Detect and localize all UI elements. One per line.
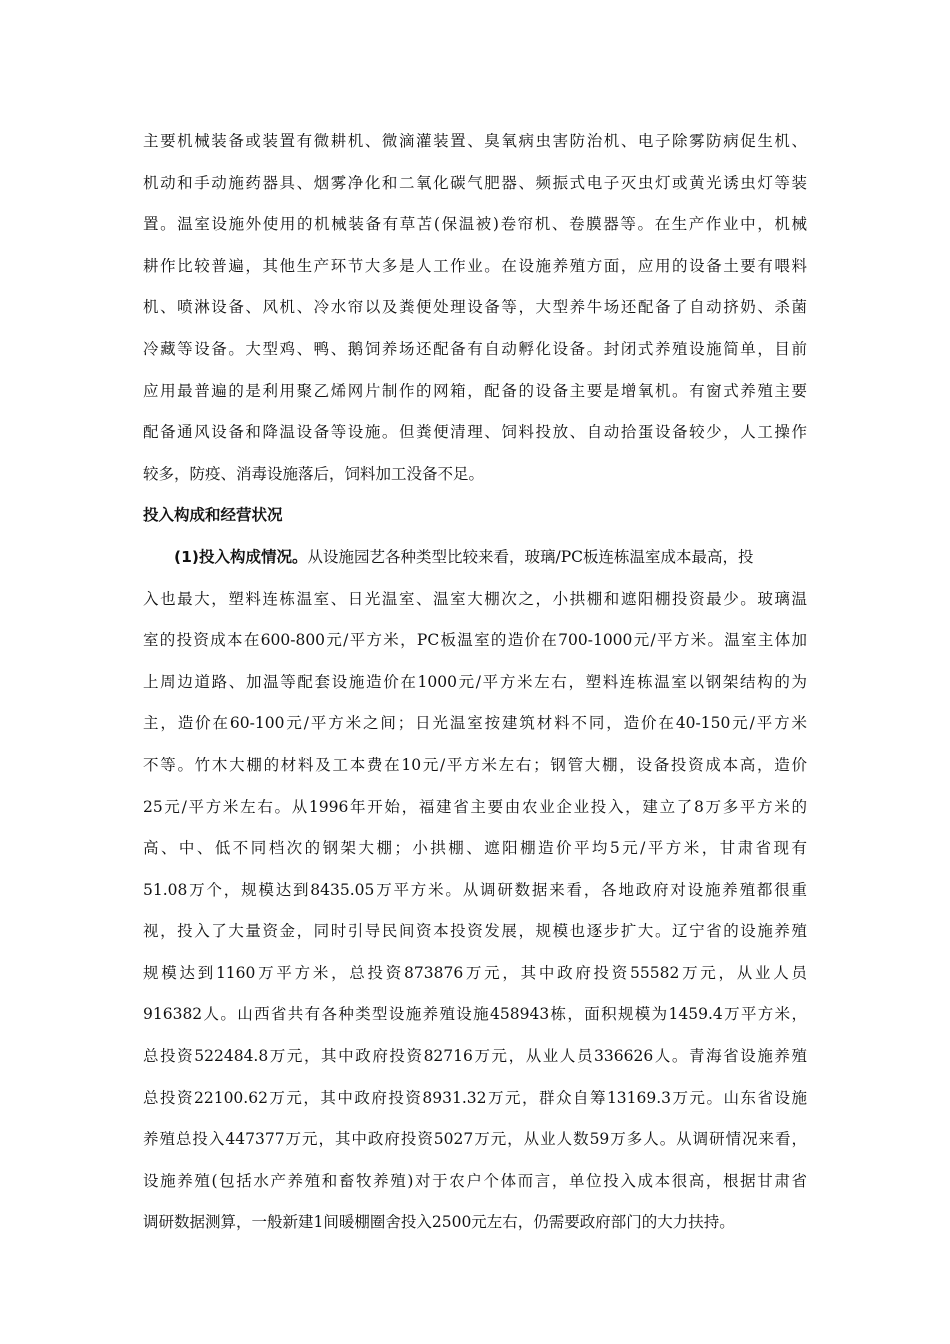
text-line: 总投资22100.62万元，其中政府投资8931.32万元，群众自筹13169.3万元。山东省设施 <box>143 1088 807 1107</box>
text-line: 规模达到1160万平方米，总投资873876万元，其中政府投资55582万元，从业人员 <box>143 963 807 982</box>
text-line: 入也最大，塑料连栋温室、日光温室、温室大棚次之，小拱棚和遮阳棚投资最少。玻璃温 <box>143 589 807 608</box>
paragraph-equipment <box>143 121 807 495</box>
text-line: 高、中、低不同档次的钢架大棚；小拱棚、遮阳棚造价平均5元/平方米，甘肃省现有 <box>143 839 807 858</box>
text-line-first <box>143 537 807 579</box>
text-line: 916382人。山西省共有各种类型设施养殖设施458943栋，面积规模为1459.4万平方米， <box>143 1005 807 1024</box>
text-line: 机、喷淋设备、风机、冷水帘以及粪便处理设备等，大型养牛场还配备了自动挤奶、杀菌 <box>143 298 807 317</box>
text-span: 从设施园艺各种类型比较来看，玻璃/PC板连栋温室成本最高，投 <box>307 547 754 566</box>
text-line: 不等。竹木大棚的材料及工本费在10元/平方米左右；钢管大棚，设备投资成本高，造价 <box>143 755 807 774</box>
text-line: 51.08万个，规模达到8435.05万平方米。从调研数据来看，各地政府对设施养殖都很重 <box>143 880 807 899</box>
paragraph-investment <box>143 537 807 1244</box>
text-line: 主，造价在60-100元/平方米之间；日光温室按建筑材料不同，造价在40-150元/平方米 <box>143 714 807 733</box>
text-line: 调研数据测算，一般新建1间暖棚圈舍投入2500元左右，仍需要政府部门的大力扶持。 <box>143 1213 735 1232</box>
text-line: 总投资522484.8万元，其中政府投资82716万元，从业人员336626人。青海省设施养殖 <box>143 1047 807 1066</box>
text-line: 养殖总投入447377万元，其中政府投资5027万元，从业人数59万多人。从调研情况来看， <box>143 1130 807 1149</box>
text-line: 25元/平方米左右。从1996年开始，福建省主要由农业企业投入，建立了8万多平方米的 <box>143 797 807 816</box>
text-line: 主要机械装备或装置有微耕机、微滴灌装置、臭氧病虫害防治机、电子除雾防病促生机、 <box>143 132 807 150</box>
text-line: 机动和手动施药器具、烟雾净化和二氧化碳气肥器、频振式电子灭虫灯或黄光诱虫灯等装 <box>143 173 807 192</box>
text-line: 设施养殖(包括水产养殖和畜牧养殖)对于农户个体而言，单位投入成本很高，根据甘肃省 <box>143 1171 807 1190</box>
text-line: 上周边道路、加温等配套设施造价在1000元/平方米左右，塑料连栋温室以钢架结构的为 <box>143 672 807 691</box>
paragraph-lead: (1)投入构成情况。 <box>174 547 308 566</box>
text-line: 视，投入了大量资金，同时引导民间资本投资发展，规模也逐步扩大。辽宁省的设施养殖 <box>143 922 807 941</box>
text-line: 配备通风设备和降温设备等设施。但粪便清理、饲料投放、自动拾蛋设备较少，人工操作 <box>143 423 807 442</box>
section-heading: 投入构成和经营状况 <box>143 506 283 525</box>
text-line: 应用最普遍的是利用聚乙烯网片制作的网箱，配备的设备主要是增氧机。有窗式养殖主要 <box>143 381 807 400</box>
text-line: 置。温室设施外使用的机械装备有草苫(保温被)卷帘机、卷膜器等。在生产作业中，机械 <box>143 215 807 234</box>
text-line: 耕作比较普遍，其他生产环节大多是人工作业。在设施养殖方面，应用的设备土要有喂料 <box>143 256 807 275</box>
document-page <box>143 121 807 1244</box>
text-line: 室的投资成本在600-800元/平方米，PC板温室的造价在700-1000元/平方米。温室主体加 <box>143 631 807 650</box>
text-line: 冷藏等设备。大型鸡、鸭、鹅饲养场还配备有自动孵化设备。封闭式养殖设施简单，目前 <box>143 339 807 358</box>
text-line: 较多，防疫、消毒设施落后，饲料加工没备不足。 <box>143 464 485 483</box>
